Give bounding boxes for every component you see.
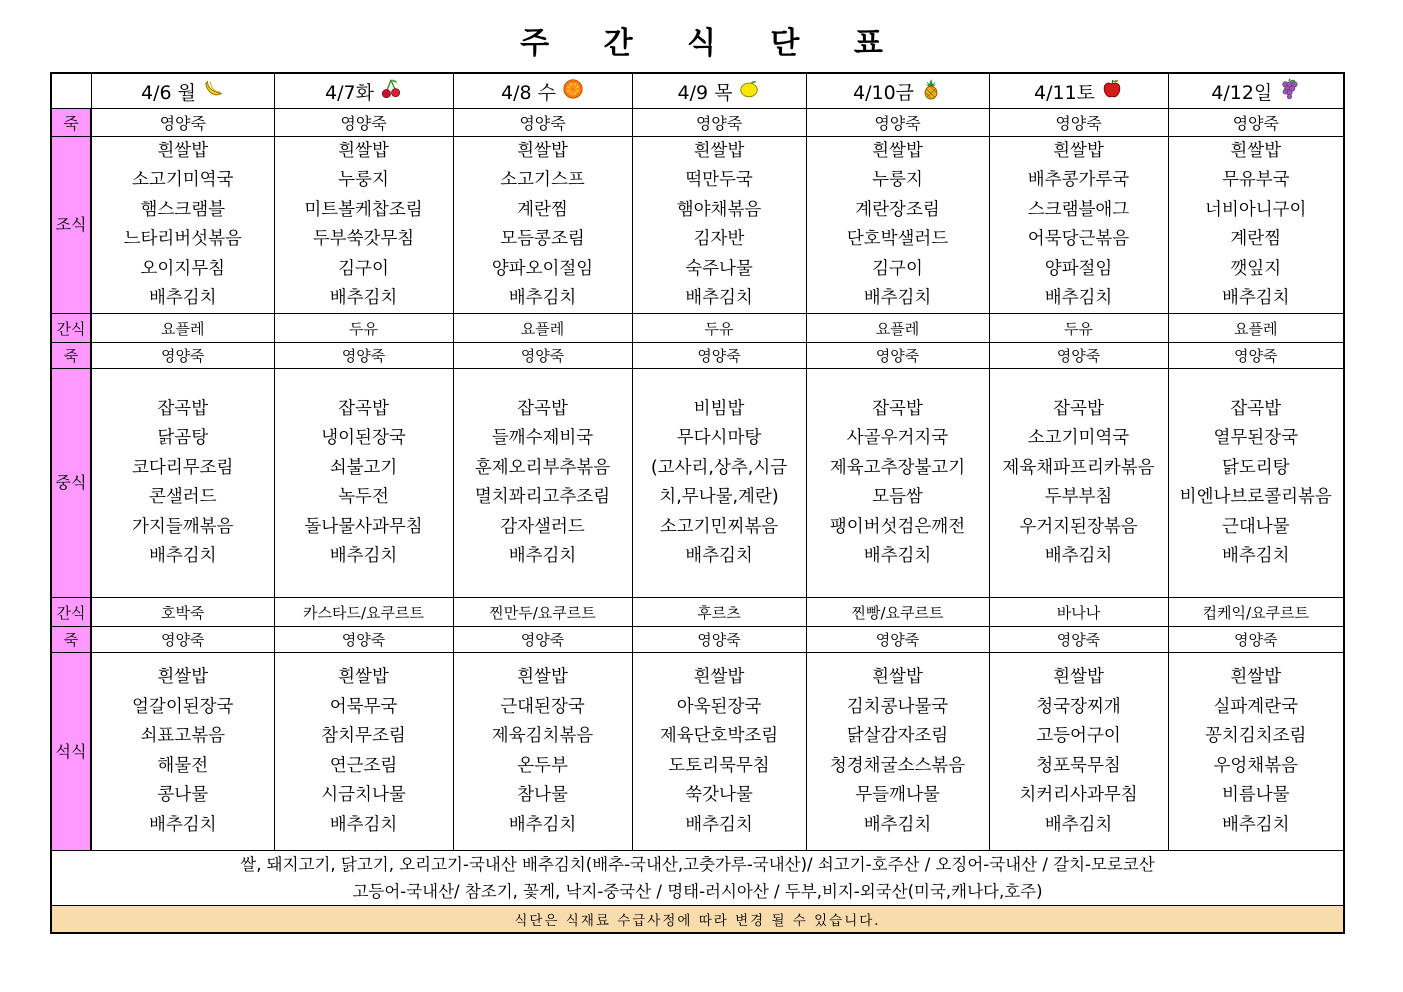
menu-item: 콩나물 — [157, 785, 209, 805]
breakfast-juk-row — [51, 109, 1344, 137]
menu-item: 배추김치 — [685, 814, 753, 835]
menu-item: 비빔밥 — [693, 398, 745, 419]
menu-cell: 호박죽 — [91, 598, 274, 627]
dinner-juk-row — [51, 627, 1344, 653]
menu-item: 소고기미역국 — [132, 170, 234, 190]
day-date — [1034, 78, 1123, 105]
menu-item: 배추김치 — [685, 288, 753, 308]
menu-item: 꽁치김치조림 — [1205, 726, 1307, 746]
menu-item: 흰쌀밥 — [872, 667, 923, 687]
menu-item: 아욱된장국 — [676, 696, 762, 717]
corner-cell — [51, 73, 91, 109]
menu-item: 미트볼케찹조림 — [304, 199, 423, 220]
menu-cell — [453, 369, 632, 598]
menu-item: 계란찜 — [1230, 229, 1282, 249]
menu-item-list — [454, 369, 632, 597]
day-label: 4/12일 — [1211, 81, 1273, 104]
menu-item: 배추김치 — [863, 546, 932, 566]
menu-item: 숙주나물 — [685, 258, 753, 279]
menu-item: 단호박샐러드 — [846, 229, 949, 249]
menu-item: 배추김치 — [1221, 288, 1290, 308]
menu-cell: 영양죽 — [806, 343, 989, 369]
menu-cell: 영양죽 — [453, 109, 632, 137]
menu-item: 청경채굴소스볶음 — [829, 755, 966, 776]
menu-item: 김구이 — [338, 258, 389, 279]
menu-cell — [806, 653, 989, 851]
menu-item: 닭도리탕 — [1221, 457, 1290, 478]
pineapple-icon — [920, 78, 942, 105]
menu-item: 비엔나브로콜리볶음 — [1179, 487, 1332, 507]
menu-item: 배추김치 — [148, 546, 217, 566]
menu-item: 소고기미역국 — [1027, 428, 1130, 448]
menu-cell — [91, 653, 274, 851]
menu-item: 도토리묵무침 — [668, 755, 770, 776]
origin-row — [51, 851, 1344, 906]
menu-item: 어묵당근볶음 — [1027, 229, 1130, 249]
menu-cell: 영양죽 — [989, 109, 1168, 137]
menu-item: 오이지무침 — [140, 258, 226, 279]
menu-cell — [453, 653, 632, 851]
menu-item: 깻잎지 — [1230, 258, 1282, 279]
menu-item-list — [633, 137, 806, 313]
menu-cell: 영양죽 — [806, 627, 989, 653]
menu-cell — [806, 137, 989, 314]
menu-item: 비름나물 — [1221, 785, 1290, 805]
menu-cell: 두유 — [274, 314, 453, 343]
menu-cell: 영양죽 — [274, 627, 453, 653]
lunch-juk-row-label: 죽 — [51, 343, 91, 369]
menu-item-list — [807, 369, 989, 597]
menu-item: 흰쌀밥 — [1230, 140, 1282, 161]
menu-item-list — [275, 369, 453, 597]
menu-item: 멸치꽈리고추조림 — [474, 487, 611, 507]
menu-item: 흰쌀밥 — [1230, 667, 1282, 687]
menu-item: 흰쌀밥 — [1053, 667, 1104, 687]
day-header — [806, 73, 989, 109]
menu-item: 배추김치 — [508, 814, 577, 835]
menu-cell — [1168, 653, 1344, 851]
menu-item: 햄스크램블 — [140, 199, 226, 220]
menu-item: 청국장찌개 — [1036, 696, 1121, 717]
day-date — [501, 78, 584, 105]
menu-item: 참나물 — [517, 785, 568, 805]
menu-item: 무들깨나물 — [855, 785, 940, 805]
menu-item: 해물전 — [157, 755, 209, 776]
day-date — [853, 78, 942, 105]
day-date — [141, 78, 224, 105]
day-header — [632, 73, 806, 109]
menu-cell — [989, 137, 1168, 314]
menu-item: 배추김치 — [863, 288, 932, 308]
menu-item: 참치무조림 — [321, 726, 406, 746]
menu-item: 배추김치 — [1221, 546, 1290, 566]
menu-item: 어묵무국 — [329, 696, 398, 717]
menu-item-list — [990, 369, 1168, 597]
weekly-menu-table — [50, 72, 1345, 934]
apple-icon — [1101, 78, 1123, 105]
menu-item: 배추콩가루국 — [1027, 170, 1130, 190]
menu-item: 너비아니구이 — [1205, 199, 1307, 220]
cherry-icon — [380, 78, 402, 105]
menu-item: 두부부침 — [1044, 487, 1113, 507]
menu-item: 흰쌀밥 — [1053, 140, 1104, 161]
day-header — [989, 73, 1168, 109]
menu-cell — [1168, 137, 1344, 314]
menu-item: 흰쌀밥 — [517, 667, 568, 687]
menu-cell: 영양죽 — [989, 343, 1168, 369]
menu-item: 김자반 — [693, 229, 745, 249]
menu-cell — [1168, 369, 1344, 598]
origin-info — [51, 851, 1344, 906]
menu-cell: 바나나 — [989, 598, 1168, 627]
day-header — [274, 73, 453, 109]
menu-cell — [632, 137, 806, 314]
menu-cell: 영양죽 — [806, 109, 989, 137]
menu-cell: 영양죽 — [274, 343, 453, 369]
page-title: 주 간 식 단 표 — [520, 26, 905, 61]
menu-cell — [274, 137, 453, 314]
menu-item: 배추김치 — [1044, 814, 1113, 835]
afternoon-snack-row-label: 간식 — [51, 598, 91, 627]
origin-line-1: 쌀, 돼지고기, 닭고기, 오리고기-국내산 배추김치(배추-국내산,고춧가루-국내산)/ 쇠고기-호주산 / 오징어-국내산 / 갈치-모로코산 — [240, 855, 1155, 874]
day-label: 4/7화 — [325, 81, 374, 104]
menu-item: 청포묵무침 — [1036, 755, 1121, 776]
menu-item-list — [275, 137, 453, 313]
menu-item: 치,무나물,계란) — [659, 487, 779, 507]
menu-cell: 영양죽 — [1168, 343, 1344, 369]
menu-cell — [632, 369, 806, 598]
menu-item: 연근조림 — [329, 755, 398, 776]
menu-item: 김구이 — [872, 258, 923, 279]
menu-item: 무유부국 — [1221, 170, 1290, 190]
menu-cell: 영양죽 — [91, 109, 274, 137]
menu-item: 치커리사과무침 — [1019, 785, 1138, 805]
menu-item: 흰쌀밥 — [693, 140, 745, 161]
meal-label-text: 식 — [71, 741, 87, 761]
menu-item: 가지들깨볶음 — [132, 516, 234, 537]
menu-item: 두부쑥갓무침 — [312, 229, 415, 249]
menu-item: 느타리버섯볶음 — [123, 229, 242, 249]
menu-item: 햄야채볶음 — [676, 199, 762, 220]
menu-item: 양파오이절임 — [491, 258, 594, 279]
menu-item: 시금치나물 — [321, 785, 406, 805]
menu-cell: 영양죽 — [274, 109, 453, 137]
banana-icon — [202, 78, 224, 105]
menu-item: 고등어구이 — [1036, 726, 1121, 746]
menu-item: 훈제오리부추볶음 — [474, 457, 611, 478]
menu-cell: 영양죽 — [989, 627, 1168, 653]
menu-item: 근대된장국 — [500, 696, 585, 717]
menu-item: 잡곡밥 — [157, 398, 209, 419]
menu-item: 닭살감자조림 — [846, 726, 949, 746]
day-date — [678, 78, 761, 105]
menu-item: 팽이버섯검은깨전 — [829, 516, 966, 537]
menu-item: 소고기스프 — [500, 170, 585, 190]
menu-cell — [806, 369, 989, 598]
menu-item: 쑥갓나물 — [685, 785, 753, 805]
menu-item-list — [92, 369, 274, 597]
day-date — [1211, 78, 1300, 105]
menu-item: (고사리,상추,시금 — [650, 457, 788, 478]
menu-item: 배추김치 — [329, 546, 398, 566]
dinner-row — [51, 653, 1344, 851]
menu-cell: 영양죽 — [632, 627, 806, 653]
menu-item-list — [1169, 653, 1344, 850]
day-label: 4/9 목 — [677, 81, 733, 104]
menu-cell — [989, 369, 1168, 598]
day-header — [1168, 73, 1344, 109]
lemon-icon — [738, 78, 760, 105]
menu-cell: 카스타드/요쿠르트 — [274, 598, 453, 627]
menu-item: 잡곡밥 — [517, 398, 568, 419]
menu-cell: 영양죽 — [632, 343, 806, 369]
menu-item: 우엉채볶음 — [1213, 755, 1299, 776]
menu-item: 잡곡밥 — [338, 398, 389, 419]
menu-item: 모듬콩조림 — [500, 229, 585, 249]
menu-item-list — [1169, 369, 1344, 597]
menu-item-list — [1169, 137, 1344, 313]
menu-cell: 요플레 — [453, 314, 632, 343]
menu-item-list — [807, 653, 989, 850]
menu-item: 잡곡밥 — [1230, 398, 1282, 419]
menu-cell: 요플레 — [1168, 314, 1344, 343]
menu-item: 흰쌀밥 — [872, 140, 923, 161]
menu-item: 배추김치 — [329, 288, 398, 308]
menu-item: 흰쌀밥 — [338, 140, 389, 161]
menu-item: 배추김치 — [1044, 288, 1113, 308]
menu-item: 무다시마탕 — [676, 428, 762, 448]
day-label: 4/6 월 — [141, 81, 196, 104]
menu-item: 근대나물 — [1221, 516, 1290, 537]
day-label: 4/8 수 — [501, 81, 556, 104]
menu-item: 쇠불고기 — [329, 457, 398, 478]
menu-item: 흰쌀밥 — [157, 140, 209, 161]
header-row — [51, 73, 1344, 109]
morning-snack-row-label: 간식 — [51, 314, 91, 343]
menu-item-list — [92, 653, 274, 850]
menu-cell: 두유 — [632, 314, 806, 343]
menu-item: 제육김치볶음 — [491, 726, 594, 746]
menu-item: 배추김치 — [1221, 814, 1290, 835]
menu-item: 제육단호박조림 — [659, 726, 779, 746]
menu-item: 코다리무조림 — [132, 457, 234, 478]
menu-cell — [453, 137, 632, 314]
menu-item: 배추김치 — [508, 288, 577, 308]
day-label: 4/11토 — [1033, 81, 1096, 104]
menu-item-list — [990, 137, 1168, 313]
menu-item: 제육채파프리카볶음 — [1002, 457, 1155, 478]
menu-item: 김치콩나물국 — [846, 696, 949, 717]
menu-item: 스크램블애그 — [1027, 199, 1130, 220]
morning-snack-row — [51, 314, 1344, 343]
menu-cell: 영양죽 — [453, 627, 632, 653]
menu-item: 온두부 — [517, 755, 568, 776]
menu-item: 소고기민찌볶음 — [659, 516, 779, 537]
day-header — [91, 73, 274, 109]
menu-cell: 찐빵/요쿠르트 — [806, 598, 989, 627]
day-label: 4/10금 — [852, 81, 915, 104]
menu-cell: 영양죽 — [91, 343, 274, 369]
menu-item: 흰쌀밥 — [157, 667, 209, 687]
menu-item-list — [92, 137, 274, 313]
meal-label-text: 조식 — [55, 215, 87, 234]
menu-item: 냉이된장국 — [321, 428, 406, 448]
menu-item-list — [990, 653, 1168, 850]
menu-item: 흰쌀밥 — [338, 667, 389, 687]
menu-item: 쇠표고볶음 — [140, 726, 226, 746]
breakfast-row-label — [51, 137, 91, 314]
menu-item: 배추김치 — [148, 288, 217, 308]
menu-cell — [274, 369, 453, 598]
menu-item: 돌나물사과무침 — [304, 516, 423, 537]
meal-label-text: 중식 — [55, 473, 87, 492]
menu-item: 누룽지 — [338, 170, 389, 190]
day-header — [453, 73, 632, 109]
day-date — [325, 78, 402, 105]
menu-item: 모듬쌈 — [872, 487, 923, 507]
menu-cell — [274, 653, 453, 851]
menu-item: 떡만두국 — [685, 170, 753, 190]
menu-item: 계란찜 — [517, 199, 568, 220]
menu-item: 배추김치 — [148, 814, 217, 835]
menu-cell — [989, 653, 1168, 851]
breakfast-row — [51, 137, 1344, 314]
notice-text: 식단은 식재료 수급사정에 따라 변경 될 수 있습니다. — [51, 906, 1344, 934]
menu-cell: 영양죽 — [91, 627, 274, 653]
menu-cell: 영양죽 — [1168, 109, 1344, 137]
menu-item: 우거지된장볶음 — [1019, 516, 1138, 537]
menu-item: 흰쌀밥 — [517, 140, 568, 161]
lunch-juk-row — [51, 343, 1344, 369]
meal-label-text: 석 — [55, 741, 71, 761]
menu-item-list — [807, 137, 989, 313]
menu-item: 제육고추장불고기 — [829, 457, 966, 478]
menu-item: 잡곡밥 — [1053, 398, 1104, 419]
menu-item: 열무된장국 — [1213, 428, 1299, 448]
menu-item: 배추김치 — [329, 814, 398, 835]
afternoon-snack-row — [51, 598, 1344, 627]
menu-item: 콘샐러드 — [148, 487, 217, 507]
grape-icon — [1278, 78, 1300, 105]
origin-line-2: 고등어-국내산/ 참조기, 꽃게, 낙지-중국산 / 명태-러시아산 / 두부,비지-외국산(미국,캐나다,호주) — [352, 882, 1043, 901]
menu-cell: 컵케익/요쿠르트 — [1168, 598, 1344, 627]
menu-item-list — [275, 653, 453, 850]
menu-item-list — [454, 653, 632, 850]
menu-cell — [632, 653, 806, 851]
menu-cell: 영양죽 — [453, 343, 632, 369]
menu-item: 닭곰탕 — [157, 428, 209, 448]
menu-item-list — [454, 137, 632, 313]
menu-item: 배추김치 — [1044, 546, 1113, 566]
orange-icon — [562, 78, 584, 105]
menu-cell — [91, 369, 274, 598]
menu-item: 배추김치 — [863, 814, 932, 835]
menu-item: 배추김치 — [508, 546, 577, 566]
dinner-juk-row-label: 죽 — [51, 627, 91, 653]
menu-item: 흰쌀밥 — [693, 667, 745, 687]
menu-item: 양파절임 — [1044, 258, 1113, 279]
menu-cell: 두유 — [989, 314, 1168, 343]
menu-item: 녹두전 — [338, 487, 389, 507]
menu-cell: 영양죽 — [1168, 627, 1344, 653]
menu-item: 들깨수제비국 — [491, 428, 594, 448]
menu-item: 배추김치 — [685, 546, 753, 566]
menu-item: 얼갈이된장국 — [132, 696, 234, 717]
menu-item: 감자샐러드 — [500, 516, 585, 537]
menu-item-list — [633, 369, 806, 597]
menu-item: 실파계란국 — [1213, 696, 1299, 717]
menu-cell: 영양죽 — [632, 109, 806, 137]
menu-item: 누룽지 — [872, 170, 923, 190]
menu-item: 잡곡밥 — [872, 398, 923, 419]
lunch-row-label — [51, 369, 91, 598]
breakfast-juk-row-label: 죽 — [51, 109, 91, 137]
menu-item-list — [633, 653, 806, 850]
menu-cell: 요플레 — [806, 314, 989, 343]
menu-cell: 요플레 — [91, 314, 274, 343]
menu-item: 계란장조림 — [855, 199, 940, 220]
menu-cell — [91, 137, 274, 314]
notice-row — [51, 906, 1344, 934]
menu-item: 사골우거지국 — [846, 428, 949, 448]
menu-cell: 후르츠 — [632, 598, 806, 627]
lunch-row — [51, 369, 1344, 598]
dinner-row-label — [51, 653, 91, 851]
menu-cell: 찐만두/요쿠르트 — [453, 598, 632, 627]
